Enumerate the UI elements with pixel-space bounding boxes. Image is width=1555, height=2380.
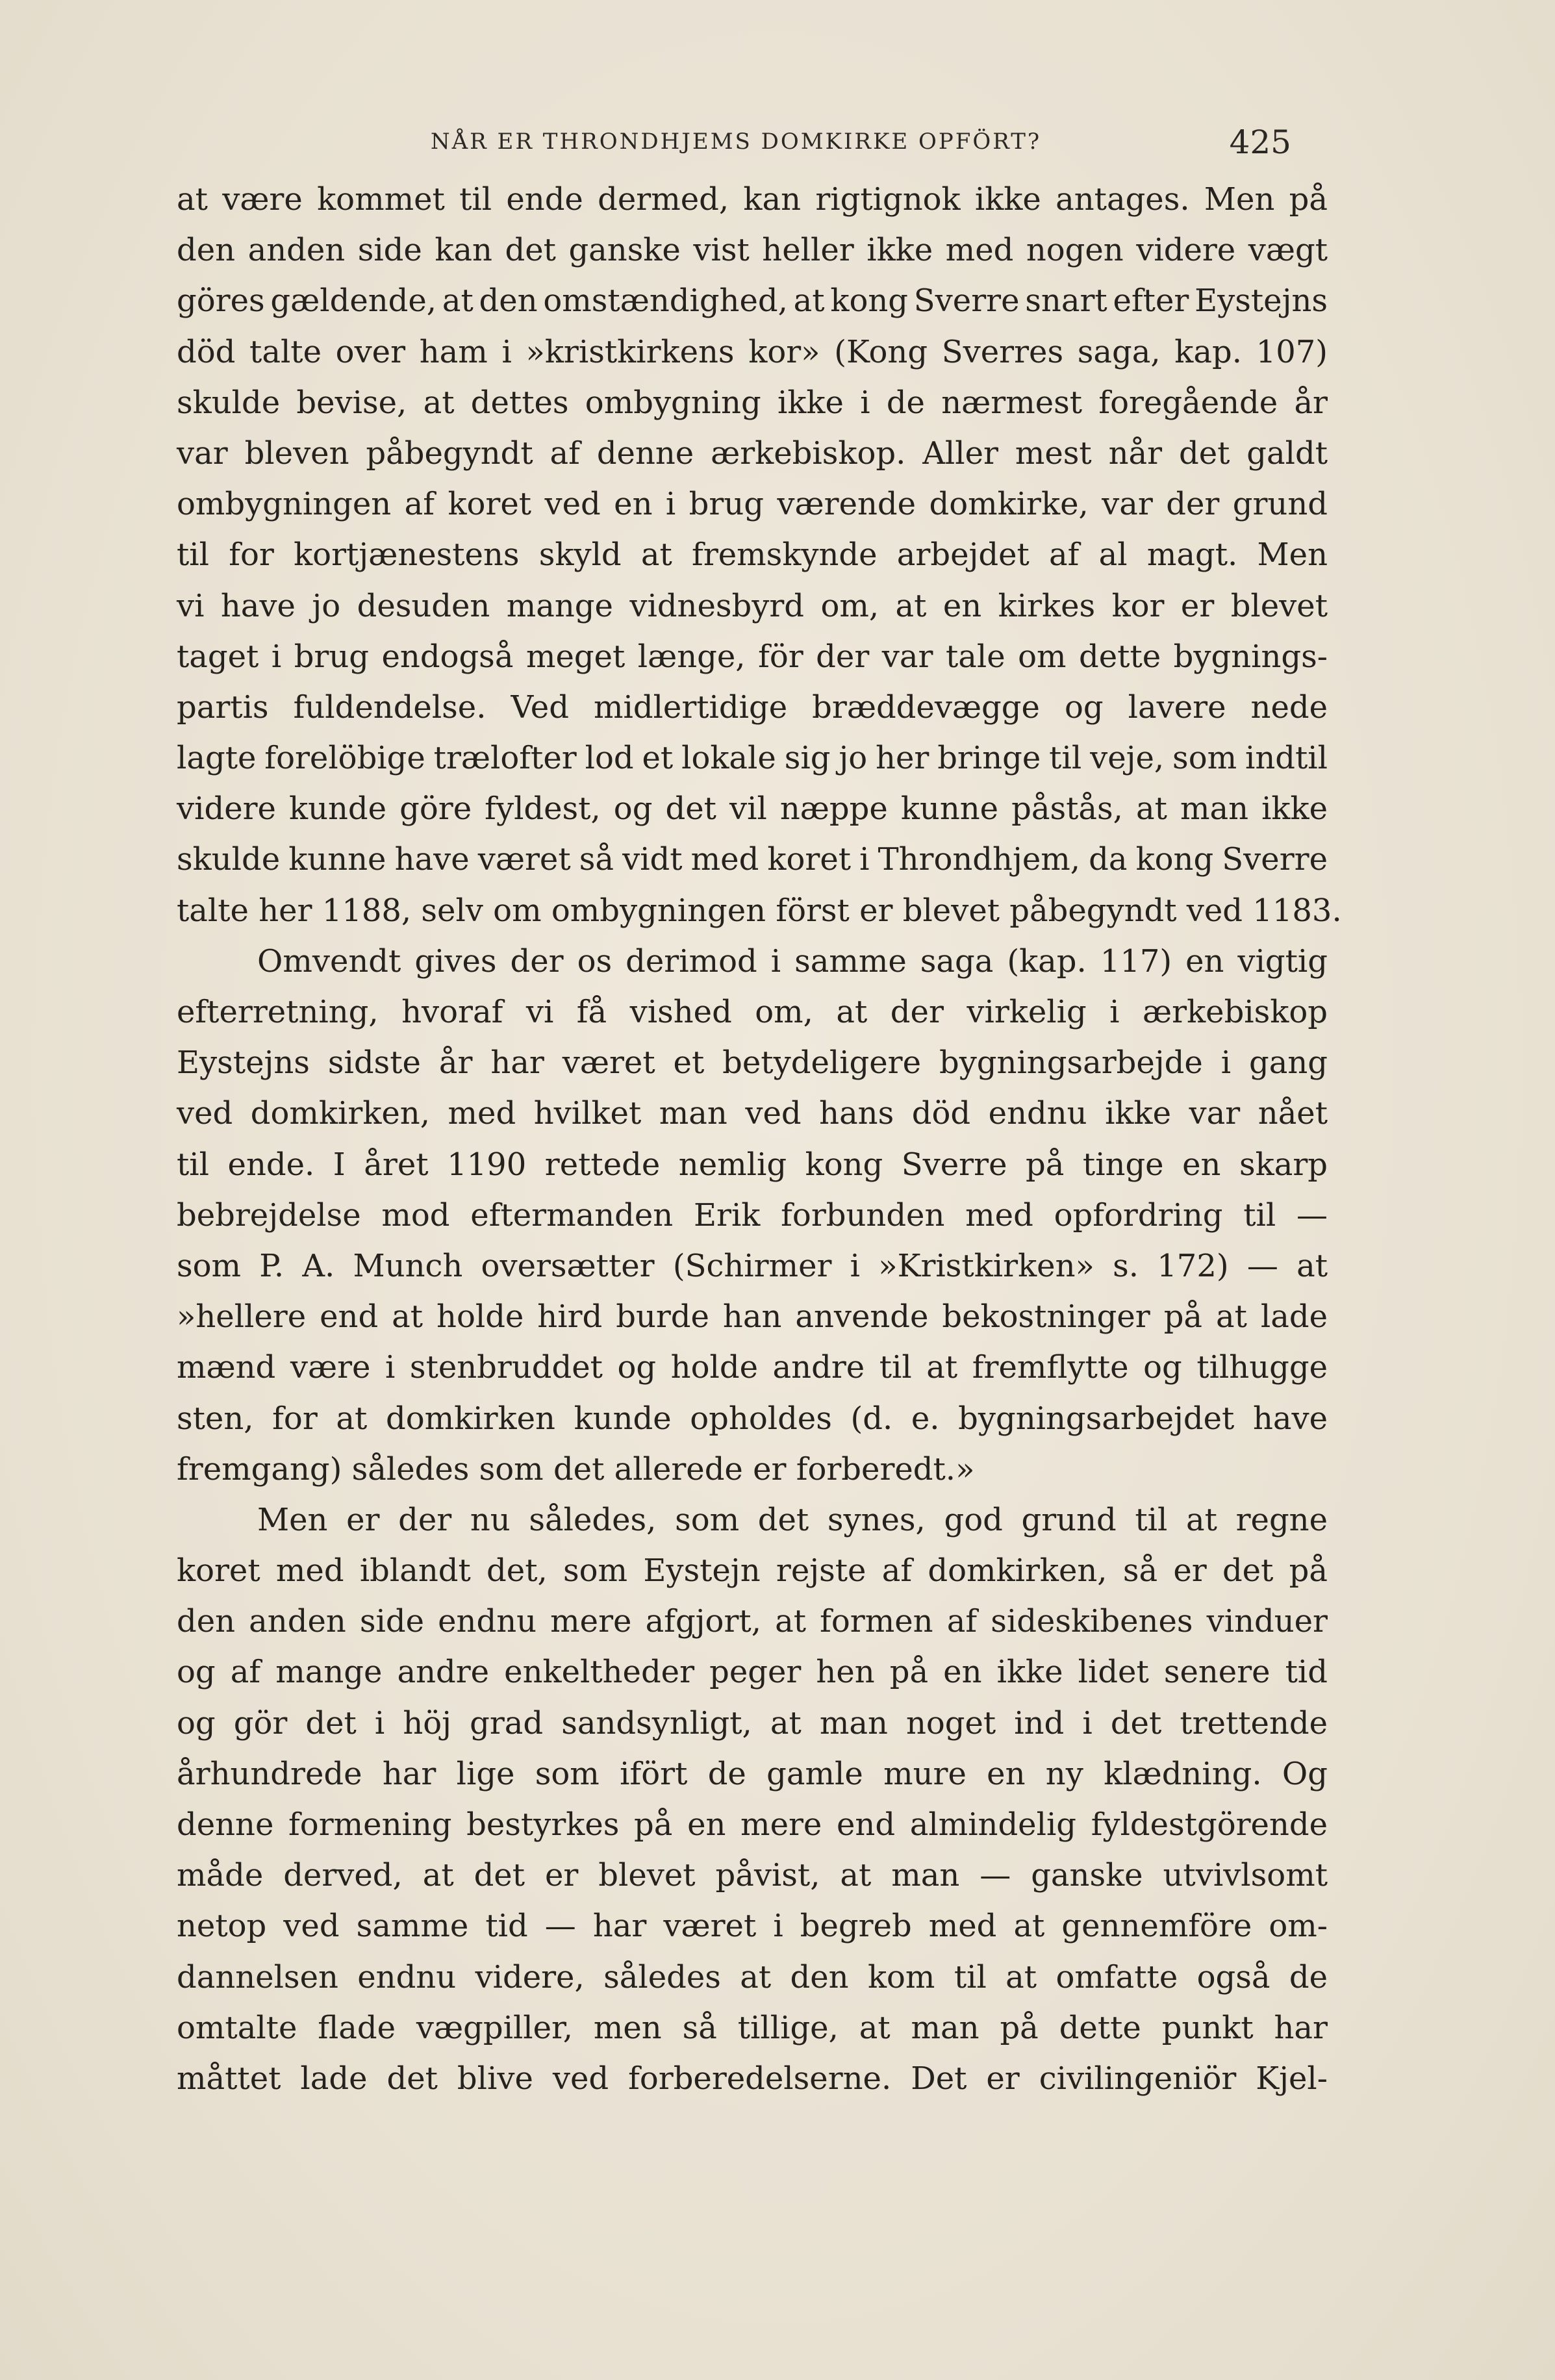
text-line: omtalte flade vægpiller, men så tillige, at man på dette punkt har xyxy=(177,2009,1328,2046)
text-line: og af mange andre enkeltheder peger hen på en ikke lidet senere tid xyxy=(177,1654,1328,1691)
text-line: talte her 1188, selv om ombygningen först er blevet påbegyndt ved 1183. xyxy=(177,892,1342,929)
text-line: som P. A. Munch oversætter (Schirmer i »Kristkirken» s. 172) — at xyxy=(177,1247,1328,1284)
running-title: NÅR ER THRONDHJEMS DOMKIRKE OPFÖRT? xyxy=(430,129,1042,155)
text-line: taget i brug endogså meget længe, för der var tale om dette bygnings- xyxy=(177,638,1328,675)
text-line: göres gældende, at den omstændighed, at kong Sverre snart efter Eystejns xyxy=(177,283,1328,320)
page-number: 425 xyxy=(1229,123,1291,161)
text-line: lagte forelöbige trælofter lod et lokale sig jo her bringe til veje, som indtil xyxy=(177,740,1328,777)
text-line: århundrede har lige som ifört de gamle mure en ny klædning. Og xyxy=(177,1755,1328,1792)
text-line: skulde bevise, at dettes ombygning ikke i de nærmest foregående år xyxy=(177,384,1328,421)
text-line: bebrejdelse mod eftermanden Erik forbunden med opfordring til — xyxy=(177,1196,1328,1234)
text-line: netop ved samme tid — har været i begreb med at gennemföre om- xyxy=(177,1908,1328,1945)
text-line: fremgang) således som det allerede er forberedt.» xyxy=(177,1450,975,1488)
text-line: koret med iblandt det, som Eystejn rejste af domkirken, så er det på xyxy=(177,1552,1328,1589)
text-line: og gör det i höj grad sandsynligt, at man noget ind i det trettende xyxy=(177,1704,1328,1741)
text-line: skulde kunne have været så vidt med koret i Throndhjem, da kong Sverre xyxy=(177,841,1328,878)
text-line: var bleven påbegyndt af denne ærkebiskop. Aller mest når det galdt xyxy=(177,435,1328,472)
body-text xyxy=(177,174,1342,2104)
text-line: den anden side kan det ganske vist heller ikke med nogen videre vægt xyxy=(177,232,1328,269)
text-line: Omvendt gives der os derimod i samme saga (kap. 117) en vigtig xyxy=(257,943,1328,980)
text-line: måde derved, at det er blevet påvist, at man — ganske utvivlsomt xyxy=(177,1857,1328,1894)
text-line: sten, for at domkirken kunde opholdes (d. e. bygningsarbejdet have xyxy=(177,1400,1328,1437)
text-line: Eystejns sidste år har været et betydeligere bygningsarbejde i gang xyxy=(177,1044,1328,1082)
text-line: partis fuldendelse. Ved midlertidige bræddevægge og lavere nede xyxy=(177,689,1328,726)
text-line: död talte over ham i »kristkirkens kor» (Kong Sverres saga, kap. 107) xyxy=(177,333,1328,370)
text-line: »hellere end at holde hird burde han anvende bekostninger på at lade xyxy=(177,1298,1328,1336)
text-line: dannelsen endnu videre, således at den kom til at omfatte også de xyxy=(177,1958,1328,1995)
text-line: Men er der nu således, som det synes, god grund til at regne xyxy=(257,1501,1328,1538)
text-line: måttet lade det blive ved forberedelserne. Det er civilingeniör Kjel- xyxy=(177,2060,1328,2097)
text-line: til for kortjænestens skyld at fremskynde arbejdet af al magt. Men xyxy=(177,537,1328,574)
text-line: vi have jo desuden mange vidnesbyrd om, at en kirkes kor er blevet xyxy=(177,587,1328,624)
text-line: til ende. I året 1190 rettede nemlig kong Sverre på tinge en skarp xyxy=(177,1146,1328,1183)
text-line: ombygningen af koret ved en i brug værende domkirke, var der grund xyxy=(177,486,1328,523)
text-line: mænd være i stenbruddet og holde andre til at fremflytte og tilhugge xyxy=(177,1349,1328,1386)
text-line: videre kunde göre fyldest, og det vil næppe kunne påstås, at man ikke xyxy=(177,791,1328,828)
text-line: efterretning, hvoraf vi få vished om, at der virkelig i ærkebiskop xyxy=(177,994,1328,1030)
text-line: at være kommet til ende dermed, kan rigtignok ikke antages. Men på xyxy=(177,181,1328,218)
text-line: denne formening bestyrkes på en mere end almindelig fyldestgörende xyxy=(177,1806,1328,1843)
page-header xyxy=(177,123,1295,169)
text-line: ved domkirken, med hvilket man ved hans död endnu ikke var nået xyxy=(177,1095,1328,1132)
text-line: den anden side endnu mere afgjort, at formen af sideskibenes vinduer xyxy=(177,1603,1328,1640)
